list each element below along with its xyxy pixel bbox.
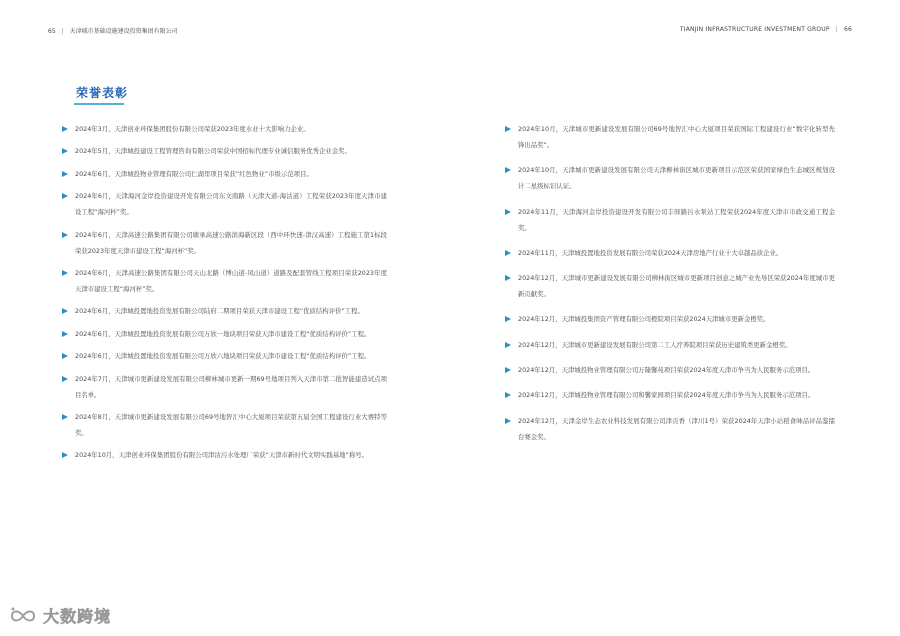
list-item <box>505 413 835 445</box>
list-item-text: 2024年12月，天津城投物业管理有限公司和馨家园项目荣获2024年度天津市争当为人民服务示范项目。 <box>518 391 815 400</box>
list-item-text: 2024年12月，天津金岸生态农业科技发展有限公司津贡香（津川1号）荣获2024年天津小站稻食味品评品鉴擂台赛金奖。 <box>518 416 835 441</box>
header-separator: | <box>61 28 64 35</box>
list-item <box>505 311 835 327</box>
triangle-bullet-icon <box>505 126 511 132</box>
list-item <box>505 162 835 194</box>
list-item-text: 2024年6月，天津城投置地投资发展有限公司万欣六地块项目荣获天津市建设工程“优质结构评价”工程。 <box>75 352 371 361</box>
list-item-text: 2024年6月，天津海河金岸投资建设开发有限公司东文南路（天津大道-海沽道）工程荣获2023年度天津市建设工程“海河杯”奖。 <box>75 192 387 217</box>
page-number-right: 66 <box>843 26 852 33</box>
list-item-text: 2024年10月，天津城市更新建设发展有限公司69号地智汇中心大厦项目荣获国际工程建设行业“数字化转型先锋出品奖”。 <box>518 125 835 149</box>
list-item-text: 2024年6月，天津城投置地投资发展有限公司万欣一地块项目荣获天津市建设工程“优质结构评价”工程。 <box>75 329 371 338</box>
triangle-bullet-icon <box>62 414 68 420</box>
infinity-logo-icon <box>8 605 38 627</box>
list-item <box>505 387 835 403</box>
list-item <box>505 204 835 236</box>
list-item-text: 2024年6月，天津城投置地投资发展有限公司陆府二期项目荣获天津市建设工程“优质结构评价”工程。 <box>75 307 364 316</box>
triangle-bullet-icon <box>505 342 511 348</box>
honors-list-left <box>62 121 387 470</box>
watermark-text: 大数跨境 <box>43 607 112 626</box>
title-underline <box>74 103 124 105</box>
list-item <box>62 326 387 342</box>
triangle-bullet-icon <box>62 353 68 359</box>
list-item <box>62 447 387 463</box>
list-item-text: 2024年11月，天津城投置地投资发展有限公司荣获2024天津房地产行业十大卓越品质企业。 <box>518 248 783 257</box>
list-item <box>505 245 835 261</box>
list-item <box>62 303 387 319</box>
list-item-text: 2024年12月，天津城投集团资产管理有限公司橙院项目荣获2024天津城市更新金橙奖。 <box>518 315 770 324</box>
watermark <box>8 604 111 627</box>
triangle-bullet-icon <box>62 232 68 238</box>
list-item <box>62 121 387 137</box>
list-item-text: 2024年6月，天津城投物业管理有限公司仁湖里项目荣获“红色物业”市级示范项目。 <box>75 169 313 178</box>
list-item <box>62 143 387 159</box>
list-item <box>505 362 835 378</box>
list-item <box>62 348 387 364</box>
section-title: 荣誉表彰 <box>76 86 129 100</box>
list-item-text: 2024年10月，天津城市更新建设发展有限公司天津柳林街区城市更新项目示范区荣获国家绿色生态城区规划设计二星级标识认证。 <box>518 166 835 191</box>
list-item <box>62 166 387 182</box>
triangle-bullet-icon <box>505 367 511 373</box>
list-item <box>505 270 835 302</box>
list-item <box>62 409 387 441</box>
triangle-bullet-icon <box>505 392 511 398</box>
triangle-bullet-icon <box>505 167 511 173</box>
triangle-bullet-icon <box>62 308 68 314</box>
triangle-bullet-icon <box>62 148 68 154</box>
list-item <box>505 121 835 153</box>
triangle-bullet-icon <box>505 250 511 256</box>
list-item-text: 2024年12月，天津城市更新建设发展有限公司柳林街区城市更新项目创意之城产业先导区荣获2024年度城市更新贡献奖。 <box>518 274 835 299</box>
triangle-bullet-icon <box>62 376 68 382</box>
triangle-bullet-icon <box>505 275 511 281</box>
triangle-bullet-icon <box>505 418 511 424</box>
triangle-bullet-icon <box>505 316 511 322</box>
list-item-text: 2024年12月，天津城市更新建设发展有限公司第二工人疗养院项目荣获历史建筑类更新金橙奖。 <box>518 340 792 349</box>
page-header-left <box>48 26 178 35</box>
list-item-text: 2024年3月，天津创业环保集团股份有限公司荣获2023年度水业十大影响力企业。 <box>75 125 310 133</box>
triangle-bullet-icon <box>62 452 68 458</box>
honors-list-right <box>505 121 835 454</box>
list-item-text: 2024年11月，天津海河金岸投资建设开发有限公司丰驿路污水泵站工程荣获2024年度天津市市政交通工程金奖。 <box>518 207 835 232</box>
list-item-text: 2024年7月，天津城市更新建设发展有限公司柳林城市更新一期69号地项目列入天津市第二批智能建造试点项目名单。 <box>75 374 387 399</box>
company-name-cn: 天津城市基础设施建设投资集团有限公司 <box>69 28 178 35</box>
list-item-text: 2024年6月，天津高速公路集团有限公司天山北路（博山道-凤山道）道路及配套管线工程项目荣获2023年度天津市建设工程“海河杯”奖。 <box>75 268 387 293</box>
company-name-en: TIANJIN INFRASTRUCTURE INVESTMENT GROUP <box>679 26 830 33</box>
triangle-bullet-icon <box>505 209 511 215</box>
list-item-text: 2024年5月，天津城投建设工程管理咨询有限公司荣获中国招标代理专业诚信服务优秀企业金奖。 <box>75 147 351 156</box>
triangle-bullet-icon <box>62 171 68 177</box>
list-item-text: 2024年10月，天津创业环保集团股份有限公司津沽污水处理厂荣获“天津市新时代文明实践基地”称号。 <box>75 451 369 460</box>
list-item <box>62 265 387 297</box>
triangle-bullet-icon <box>62 270 68 276</box>
page-number-left: 65 <box>48 28 56 35</box>
list-item-text: 2024年12月，天津城投物业管理有限公司万隆馨苑项目荣获2024年度天津市争当为人民服务示范项目。 <box>518 366 815 375</box>
triangle-bullet-icon <box>62 331 68 337</box>
list-item-text: 2024年6月，天津高速公路集团有限公司塘承高速公路滨海新区段（西中环快速-津汉高速）工程施工第1标段荣获2023年度天津市建设工程“海河杯”奖。 <box>75 230 387 255</box>
header-separator: | <box>835 26 838 33</box>
page-header-right <box>680 26 852 33</box>
list-item-text: 2024年8月，天津城市更新建设发展有限公司69号地智汇中心大厦项目荣获第五届全国工程建设行业大赛特等奖。 <box>75 412 387 437</box>
list-item <box>62 188 387 220</box>
list-item <box>62 227 387 259</box>
triangle-bullet-icon <box>62 126 68 132</box>
triangle-bullet-icon <box>62 193 68 199</box>
list-item <box>505 337 835 353</box>
list-item <box>62 371 387 403</box>
